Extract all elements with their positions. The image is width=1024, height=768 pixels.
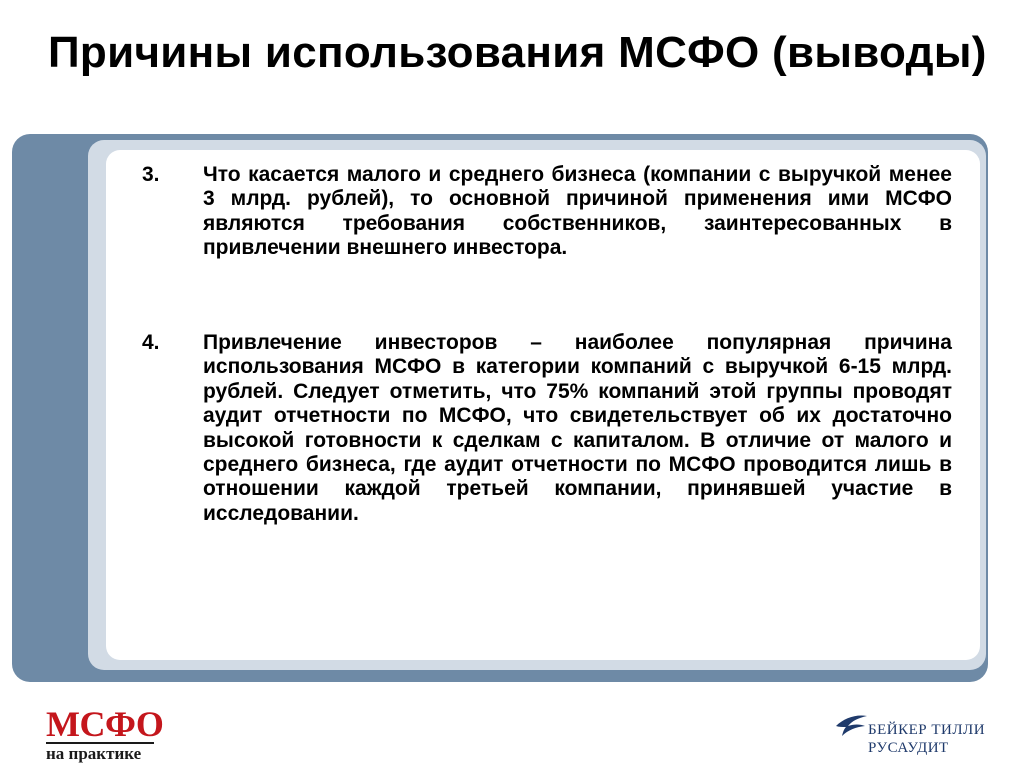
- baker-tilly-logo: [834, 712, 1004, 760]
- logo-line-2: РУСАУДИТ: [868, 740, 949, 756]
- list-item-number: 4.: [142, 331, 160, 354]
- slide-title: Причины использования МСФО (выводы): [48, 28, 987, 77]
- msfo-practice-logo: [46, 704, 164, 763]
- logo-sub-text: на практике: [46, 742, 154, 763]
- bird-icon: [834, 712, 868, 742]
- logo-main-text: МСФО: [46, 704, 164, 744]
- logo-line-1: БЕЙКЕР ТИЛЛИ: [868, 722, 986, 738]
- list-item-number: 3.: [142, 163, 160, 186]
- list-item-text: Привлечение инвесторов – наиболее популярная причина использования МСФО в категории компаний с выручкой 6-15 млрд. рублей. Следует отметить, что 75% компаний этой группы проводят аудит отчетности по МСФО, что свидетельствует об их достаточно высокой готовности к сделкам с капиталом. В отличие от малого и среднего бизнеса, где аудит отчетности по МСФО проводится лишь в отношении каждой третьей компании, принявшей участие в исследовании.: [203, 331, 952, 525]
- list-item-text: Что касается малого и среднего бизнеса (компании с выручкой менее 3 млрд. рублей), то основной причиной применения ими МСФО являются требования собственников, заинтересованных в привлечении внешнего инвестора.: [203, 163, 952, 260]
